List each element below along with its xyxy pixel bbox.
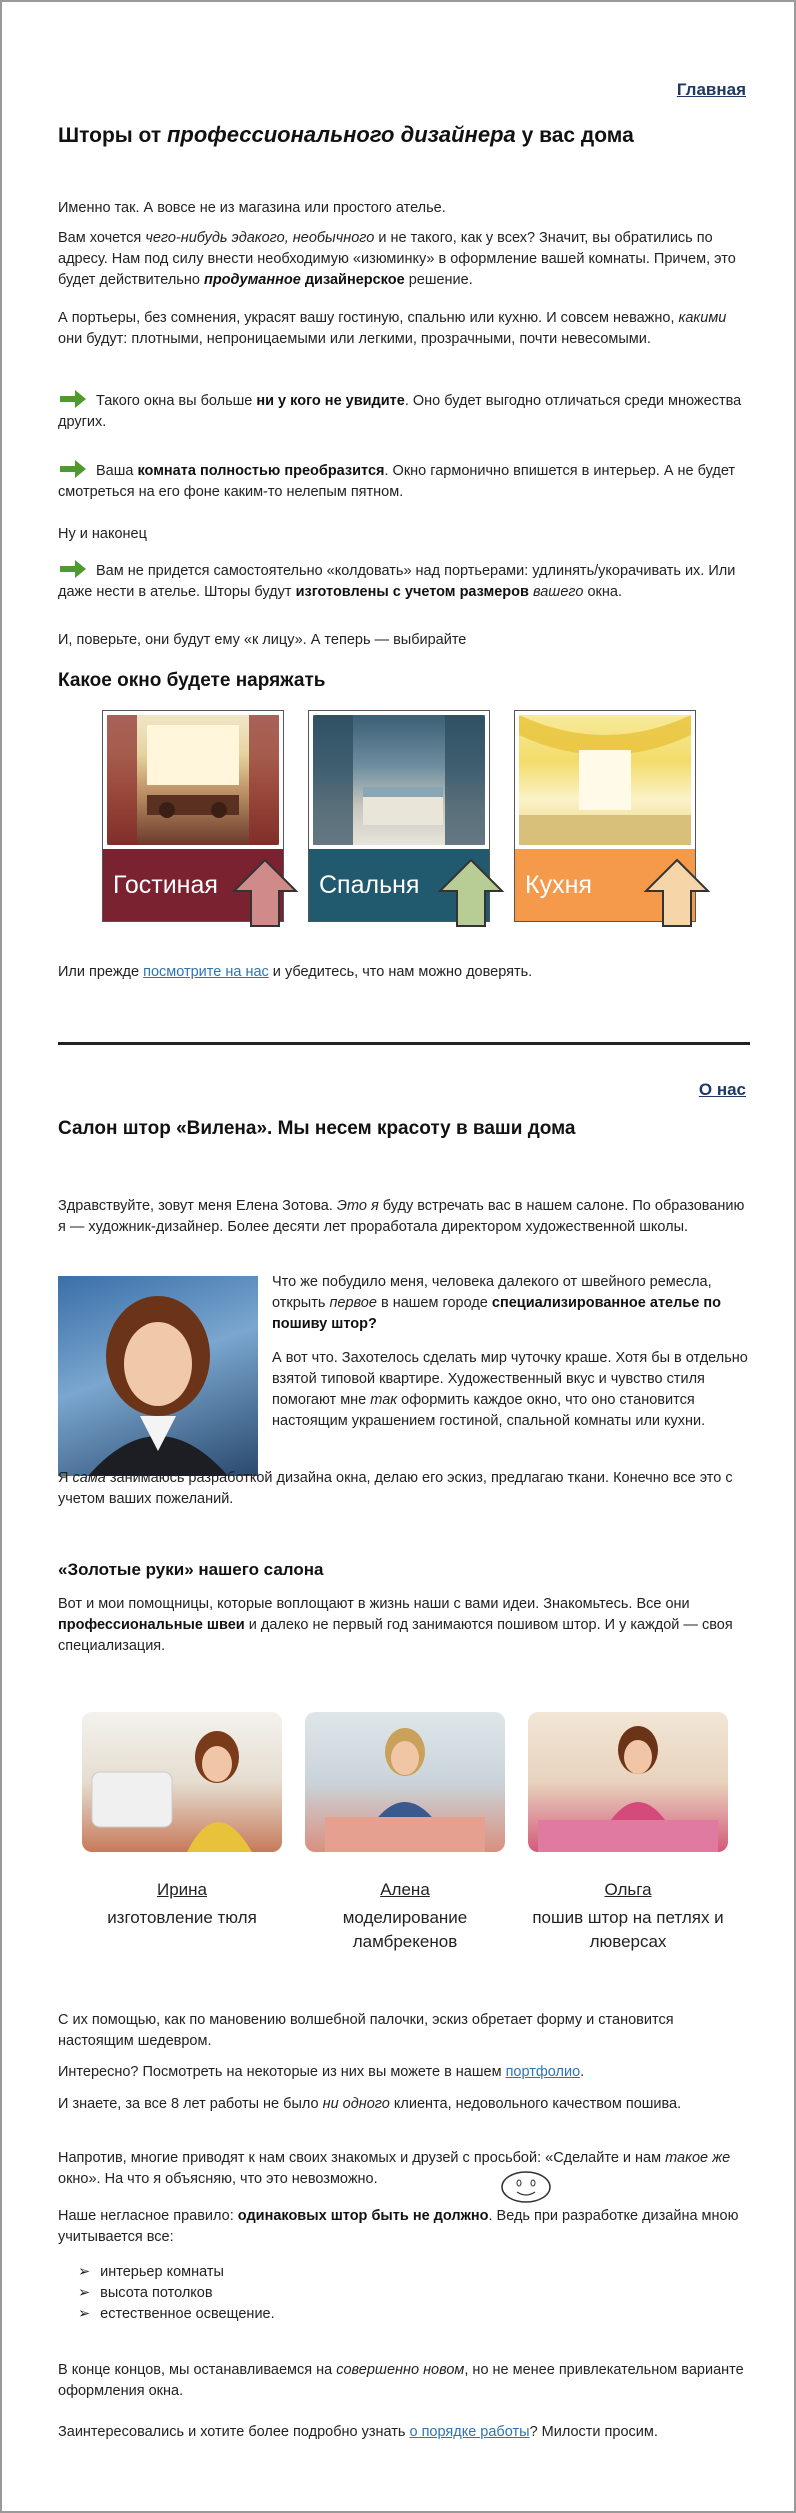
room-card-bedroom[interactable] [308,710,490,922]
team-role: моделирование ламбрекенов [342,1908,468,1951]
considerations-list [78,2262,275,2325]
magic-paragraph: С их помощью, как по мановению волшебной палочки, эскиз обретает форму и становится настоящим шедевром. [58,2012,674,2049]
list-item: ➢ естественное освещение. [78,2304,275,2325]
intro-owner: Здравствуйте, зовут меня Елена Зотова. Это я буду встречать вас в нашем салоне. По образованию я — художник-дизайнер. Более десяти лет проработала директором художественной школы. [58,1198,745,1235]
team-role: изготовление тюля [107,1908,257,1927]
team-member-olga [528,1712,728,1954]
owner-photo [58,1276,258,1476]
up-arrow-icon [437,857,505,929]
smiley-icon [500,2170,552,2204]
olga-photo [528,1712,728,1852]
room-card-kitchen[interactable] [514,710,696,922]
paragraph-portieres: А портьеры, без сомнения, украсят вашу гостиную, спальню или кухню. И совсем неважно, какими они будут: плотными, непроницаемыми или легкими, прозрачными, почти невесомыми. [58,310,727,347]
nav-about-link[interactable]: О нас [698,1080,746,1099]
team-member-irina [82,1712,282,1930]
room-card-living[interactable] [102,710,284,922]
kitchen-photo [519,715,691,845]
intro-paragraph: Именно так. А вовсе не из магазина или простого ателье. [58,200,446,216]
paragraph-choose: И, поверьте, они будут ему «к лицу». А теперь — выбирайте [58,632,467,648]
alena-photo [305,1712,505,1852]
team-role: пошив штор на петлях и люверсах [532,1908,724,1951]
room-label-band: Кухня [515,849,695,921]
rule-paragraph: Наше негласное правило: одинаковых штор быть не должно. Ведь при разработке дизайна мною учитывается все: [58,2208,739,2245]
team-name: Ирина [156,1880,207,1899]
page-title: Шторы от профессионального дизайнера у вас дома [58,122,634,147]
portfolio-paragraph: Интересно? Посмотреть на некоторые из них вы можете в нашем портфолио. [58,2064,585,2080]
room-label-band: Спальня [309,849,489,921]
trust-paragraph: Или прежде посмотрите на нас и убедитесь, что нам можно доверять. [58,964,533,980]
portfolio-link[interactable]: портфолио [505,2064,581,2080]
final-paragraph: Заинтересовались и хотите более подробно узнать о порядке работы? Милости просим. [58,2424,658,2440]
question-paragraph: Что же побудило меня, человека далекого от швейного ремесла, открыть первое в нашем городе специализированное ателье по пошиву штор? [272,1274,721,1332]
team-heading: «Золотые руки» нашего салона [58,1560,324,1579]
nav-home-link[interactable]: Главная [676,80,746,99]
up-arrow-icon [231,857,299,929]
about-title: Салон штор «Вилена». Мы несем красоту в ваши дома [58,1118,576,1139]
team-name: Алена [380,1880,430,1899]
self-paragraph: Я сама занимаюсь разработкой дизайна окна, делаю его эскиз, предлагаю ткани. Конечно все это с учетом ваших пожеланий. [58,1470,733,1507]
answer-paragraph: А вот что. Захотелось сделать мир чуточку краше. Хотя бы в отдельно взятой типовой квартире. Художественный вкус и чувство стиля помогают мне так оформить каждое окно, что оно становится настоящим украшением гостиной, спальной комнаты или кухни. [272,1350,748,1429]
irina-photo [82,1712,282,1852]
green-arrow-icon [58,458,88,480]
choose-window-heading: Какое окно будете наряжать [58,670,326,691]
benefit-3: Вам не придется самостоятельно «колдовать» над портьерами: удлинять/укорачивать их. Или даже нести в ателье. Шторы будут изготовлены с учетом размеров вашего окна. [58,558,748,603]
benefit-1: Такого окна вы больше ни у кого не увидите. Оно будет выгодно отличаться среди множества других. [58,388,748,433]
about-us-link[interactable]: посмотрите на нас [143,964,269,980]
section-divider [58,1042,750,1045]
green-arrow-icon [58,558,88,580]
quality-paragraph: И знаете, за все 8 лет работы не было ни одного клиента, недовольного качеством пошива. [58,2096,682,2112]
paragraph-finally: Ну и наконец [58,526,147,542]
benefit-2: Ваша комната полностью преобразится. Окно гармонично впишется в интерьер. А не будет смотреться на его фоне каким-то нелепым пятном. [58,458,748,503]
up-arrow-icon [643,857,711,929]
team-name: Ольга [604,1880,652,1899]
list-item: ➢ высота потолков [78,2283,275,2304]
team-member-alena [305,1712,505,1954]
paragraph-desire: Вам хочется чего-нибудь эдакого, необычного и не такого, как у всех? Значит, вы обратились по адресу. Нам под силу внести необходимую «изюминку» в оформление вашей комнаты. Причем, это будет действительно продуманное дизайнерское решение. [58,230,736,288]
bedroom-photo [313,715,485,845]
living-room-photo [107,715,279,845]
friends-paragraph: Напротив, многие приводят к нам своих знакомых и друзей с просьбой: «Сделайте и нам такое же окно». На что я объясняю, что это невозможно. [58,2150,731,2187]
room-label-band: Гостиная [103,849,283,921]
result-paragraph: В конце концов, мы останавливаемся на совершенно новом, но не менее привлекательном варианте оформления окна. [58,2362,744,2399]
green-arrow-icon [58,388,88,410]
team-paragraph: Вот и мои помощницы, которые воплощают в жизнь наши с вами идеи. Знакомьтесь. Все они профессиональные швеи и далеко не первый год занимаются пошивом штор. И у каждой — своя специализация. [58,1596,733,1654]
list-item: ➢ интерьер комнаты [78,2262,275,2283]
work-order-link[interactable]: о порядке работы [409,2424,530,2440]
